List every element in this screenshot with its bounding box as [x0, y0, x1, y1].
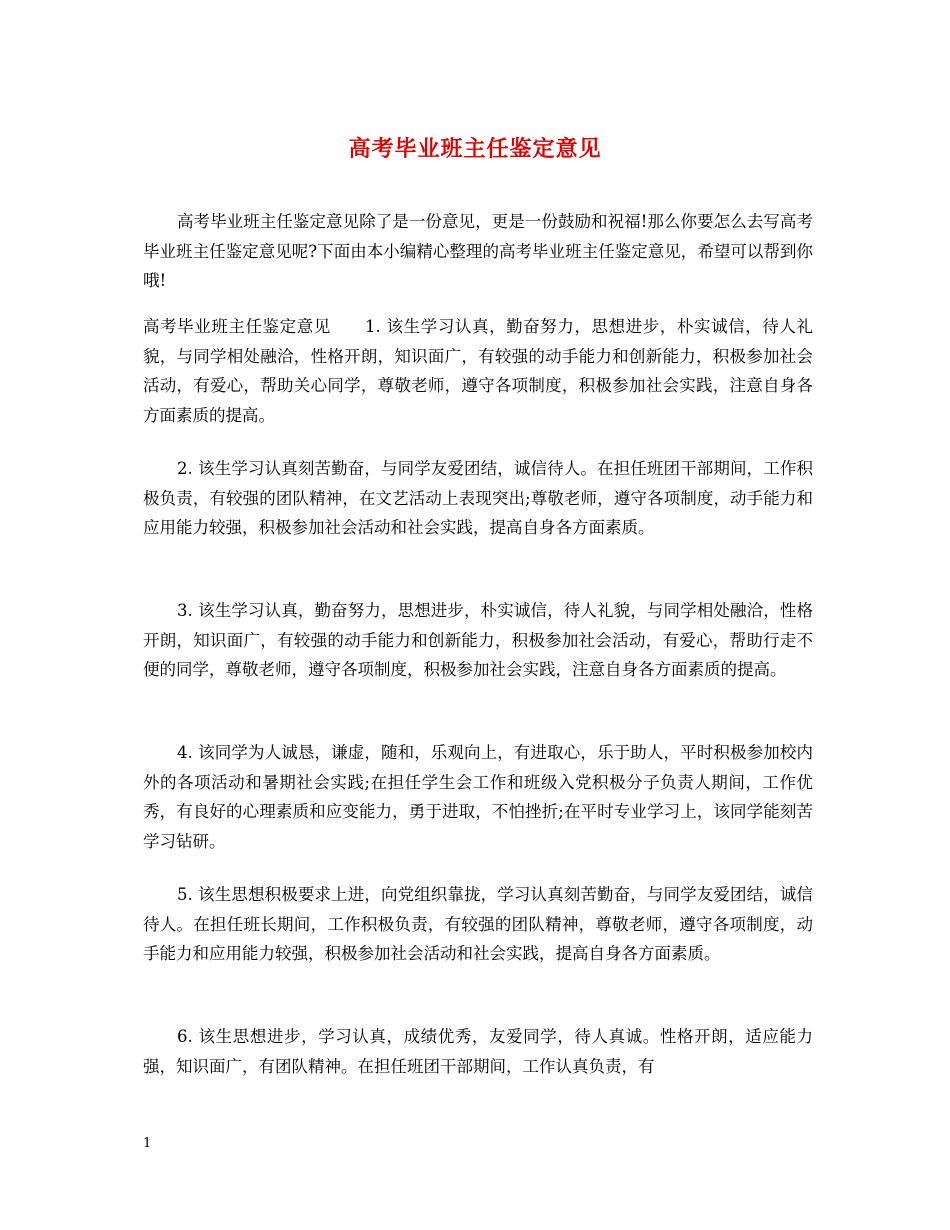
paragraph-5: 5. 该生思想积极要求上进，向党组织靠拢，学习认真刻苦勤奋，与同学友爱团结，诚信待人。在担任班长期间，工作积极负责，有较强的团队精神，尊敬老师，遵守各项制度，动手能力和应用能力较强，积极参加社会活动和社会实践，提高自身各方面素质。: [143, 885, 813, 963]
intro-paragraph: 高考毕业班主任鉴定意见除了是一份意见，更是一份鼓励和祝福!那么你要怎么去写高考毕业班主任鉴定意见呢?下面由本小编精心整理的高考毕业班主任鉴定意见，希望可以帮到你哦!: [143, 212, 813, 290]
paragraph-4: 4. 该同学为人诚恳，谦虚，随和，乐观向上，有进取心，乐于助人，平时积极参加校内外的各项活动和暑期社会实践;在担任学生会工作和班级入党积极分子负责人期间，工作优秀，有良好的心理素质和应变能力，勇于进取，不怕挫折;在平时专业学习上，该同学能刻苦学习钻研。: [143, 743, 813, 851]
paragraph-2: 2. 该生学习认真刻苦勤奋，与同学友爱团结，诚信待人。在担任班团干部期间，工作积极负责，有较强的团队精神，在文艺活动上表现突出;尊敬老师，遵守各项制度，动手能力和应用能力较强，积极参加社会活动和社会实践，提高自身各方面素质。: [143, 459, 813, 537]
paragraph-3: 3. 该生学习认真，勤奋努力，思想进步，朴实诚信，待人礼貌，与同学相处融洽，性格开朗，知识面广，有较强的动手能力和创新能力，积极参加社会活动，有爱心，帮助行走不便的同学，尊敬老师，遵守各项制度，积极参加社会实践，注意自身各方面素质的提高。: [143, 601, 813, 679]
page-number: 1: [143, 1136, 152, 1151]
document-title: 高考毕业班主任鉴定意见: [348, 136, 602, 162]
paragraph-6: 6. 该生思想进步，学习认真，成绩优秀，友爱同学，待人真诚。性格开朗，适应能力强，知识面广，有团队精神。在担任班团干部期间，工作认真负责，有: [143, 1027, 813, 1076]
paragraph-1: 高考毕业班主任鉴定意见 1. 该生学习认真，勤奋努力，思想进步，朴实诚信，待人礼貌，与同学相处融洽，性格开朗，知识面广，有较强的动手能力和创新能力，积极参加社会活动，有爱心，帮助关心同学，尊敬老师，遵守各项制度，积极参加社会实践，注意自身各方面素质的提高。: [143, 317, 813, 425]
